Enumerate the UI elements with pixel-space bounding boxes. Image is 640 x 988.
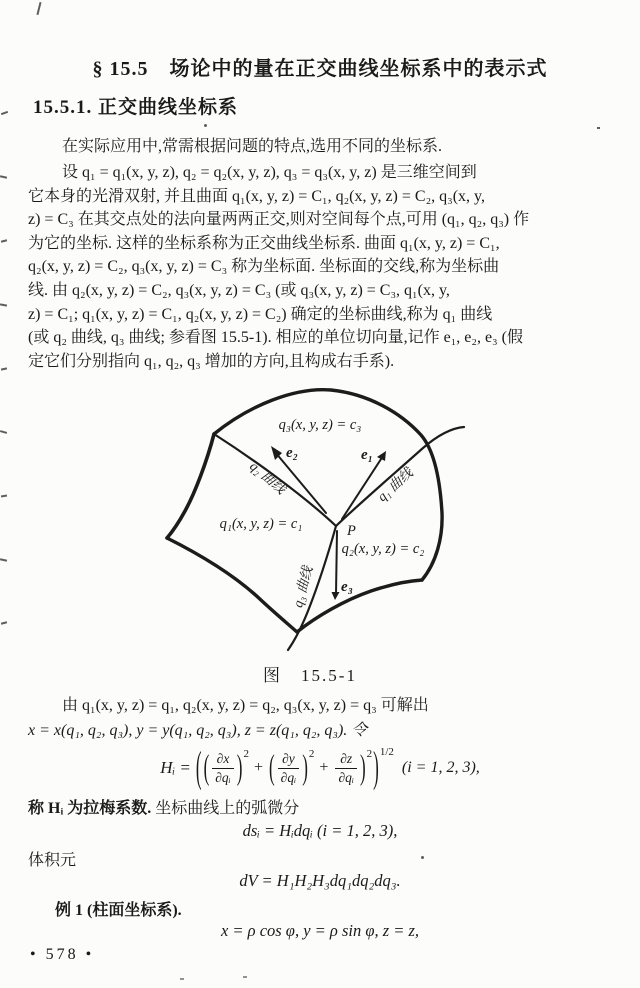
e2-label: e₂: [286, 445, 298, 461]
volume-element-formula: dV = H₁H₂H₃dq₁dq₂dq₃.: [239, 871, 401, 890]
e3-vector-arrow: [336, 531, 337, 594]
formula-lhs: Hᵢ =: [160, 758, 191, 777]
body-line: q₂(x, y, z) = C₂, q₃(x, y, z) = C₃ 称为坐标面. 坐标面的交线,称为坐标曲: [28, 258, 500, 276]
paragraph-definitions: [28, 161, 628, 373]
plus-sign: +: [319, 759, 329, 776]
volume-element-label: 体积元: [28, 852, 77, 869]
scan-artifact: [1, 621, 7, 624]
body-line: (或 q₂ 曲线, q₃ 曲线; 参看图 15.5-1). 相应的单位切向量,记作 e₁, e₂, e₃ (假: [28, 329, 523, 347]
solve-line-1: 由 q₁(x, y, z) = q₁, q₂(x, y, z) = q₂, q₃(x, y, z) = q₃ 可解出: [62, 697, 429, 714]
page-number: • 578 •: [30, 946, 95, 963]
surface-outline-bottom-left: [167, 538, 297, 632]
body-line: 为它的坐标. 这样的坐标系称为正交曲线坐标系. 曲面 q₁(x, y, z) = C₁,: [28, 234, 500, 252]
scan-artifact: [204, 124, 207, 127]
fraction-dy-dqi: $\frac{\partial y}{\text{∂qᵢ}}$: [278, 751, 300, 784]
subsection-heading: 15.5.1. 正交曲线坐标系: [33, 97, 239, 118]
body-line: z) = C₃ 在其交点处的法向量两两正交,则对空间每个点,可用 (q₁, q₂, q₃) 作: [28, 211, 530, 229]
paren: (: [203, 747, 210, 787]
scan-artifact: [421, 856, 424, 859]
formula-condition: (i = 1, 2, 3),: [401, 759, 480, 776]
intro-paragraph: 在实际应用中,常需根据问题的特点,选用不同的坐标系.: [62, 138, 443, 155]
paren: ): [360, 747, 366, 787]
surface1-label: q₁(x, y, z) = c₁: [219, 516, 303, 532]
scan-artifact: [243, 976, 247, 978]
paren: ): [373, 742, 379, 791]
body-line: 设 q₁ = q₁(x, y, z), q₂ = q₂(x, y, z), q₃ = q₃(x, y, z) 是三维空间到: [62, 164, 477, 181]
body-line: 线. 由 q₂(x, y, z) = C₂, q₃(x, y, z) = C₃ (或 q₃(x, y, z) = C₃, q₁(x, y,: [28, 281, 450, 299]
body-line: 定它们分别指向 q₁, q₂, q₃ 增加的方向,且构成右手系).: [28, 352, 395, 370]
lame-name-bold: 称 Hᵢ 为拉梅系数.: [28, 800, 152, 817]
figure-curvilinear-coordinates: [145, 383, 515, 661]
lame-coefficient-formula: [0, 744, 640, 792]
figure-caption: 图 15.5-1: [263, 666, 357, 685]
scan-artifact: [180, 978, 184, 980]
point-p-label: P: [347, 523, 356, 539]
solve-line-2: x = x(q₁, q₂, q₃), y = y(q₁, q₂, q₃), z = z(q₁, q₂, q₃). 令: [28, 722, 368, 739]
scan-artifact: [1, 367, 7, 370]
scan-artifact: [0, 430, 7, 434]
example-1-heading: 例 1 (柱面坐标系).: [55, 902, 182, 919]
body-line: z) = C₁; q₁(x, y, z) = C₁, q₂(x, y, z) = C₂) 确定的坐标曲线,称为 q₁ 曲线: [28, 305, 493, 323]
scan-artifact: [0, 175, 7, 178]
scan-artifact: [0, 558, 7, 561]
e3-arrowhead-icon: [332, 592, 340, 600]
scan-artifact: [36, 2, 41, 15]
scan-artifact: [0, 303, 7, 306]
scan-artifact: [597, 127, 600, 129]
exponent-2: 2: [308, 748, 315, 760]
exponent-2: 2: [366, 748, 373, 760]
cylindrical-coords-formula: x = ρ cos φ, y = ρ sin φ, z = z,: [220, 921, 420, 940]
scan-artifact: [1, 239, 7, 242]
scan-artifact: [1, 111, 8, 115]
paren: (: [269, 747, 275, 787]
q3-curve-label: q₃ 曲线: [289, 564, 316, 609]
surface2-label: q₂(x, y, z) = c₂: [341, 541, 425, 557]
paren: ): [302, 747, 308, 787]
fraction-dz-dqi: $\frac{\partial z}{\text{∂qᵢ}}$: [335, 751, 357, 784]
exponent-2: 2: [243, 748, 249, 760]
fraction-dx-dqi: $\frac{\partial x}{\text{∂qᵢ}}$: [212, 751, 234, 784]
arc-differential-formula: dsᵢ = Hᵢdqᵢ (i = 1, 2, 3),: [242, 821, 398, 840]
q2-curve-label: q₂ 曲线: [247, 458, 289, 497]
surface-outline-left: [167, 434, 214, 538]
scan-artifact: [1, 494, 7, 497]
plus-sign: +: [253, 759, 263, 776]
surface3-label: q₃(x, y, z) = c₃: [278, 417, 362, 433]
q1-curve-label: q₁ 曲线: [374, 465, 416, 505]
e3-label: e₃: [341, 579, 353, 595]
e1-label: e₁: [361, 447, 373, 463]
exponent-half: 1/2: [379, 746, 394, 758]
paren: ): [236, 747, 243, 787]
section-heading: § 15.5 场论中的量在正交曲线坐标系中的表示式: [92, 58, 548, 80]
lame-name-rest: 坐标曲线上的弧微分: [155, 800, 300, 817]
paren: (: [195, 742, 202, 791]
body-line: 它本身的光滑双射, 并且曲面 q₁(x, y, z) = C₁, q₂(x, y, z) = C₂, q₃(x, y,: [28, 187, 486, 205]
lame-name-line: [28, 797, 299, 821]
